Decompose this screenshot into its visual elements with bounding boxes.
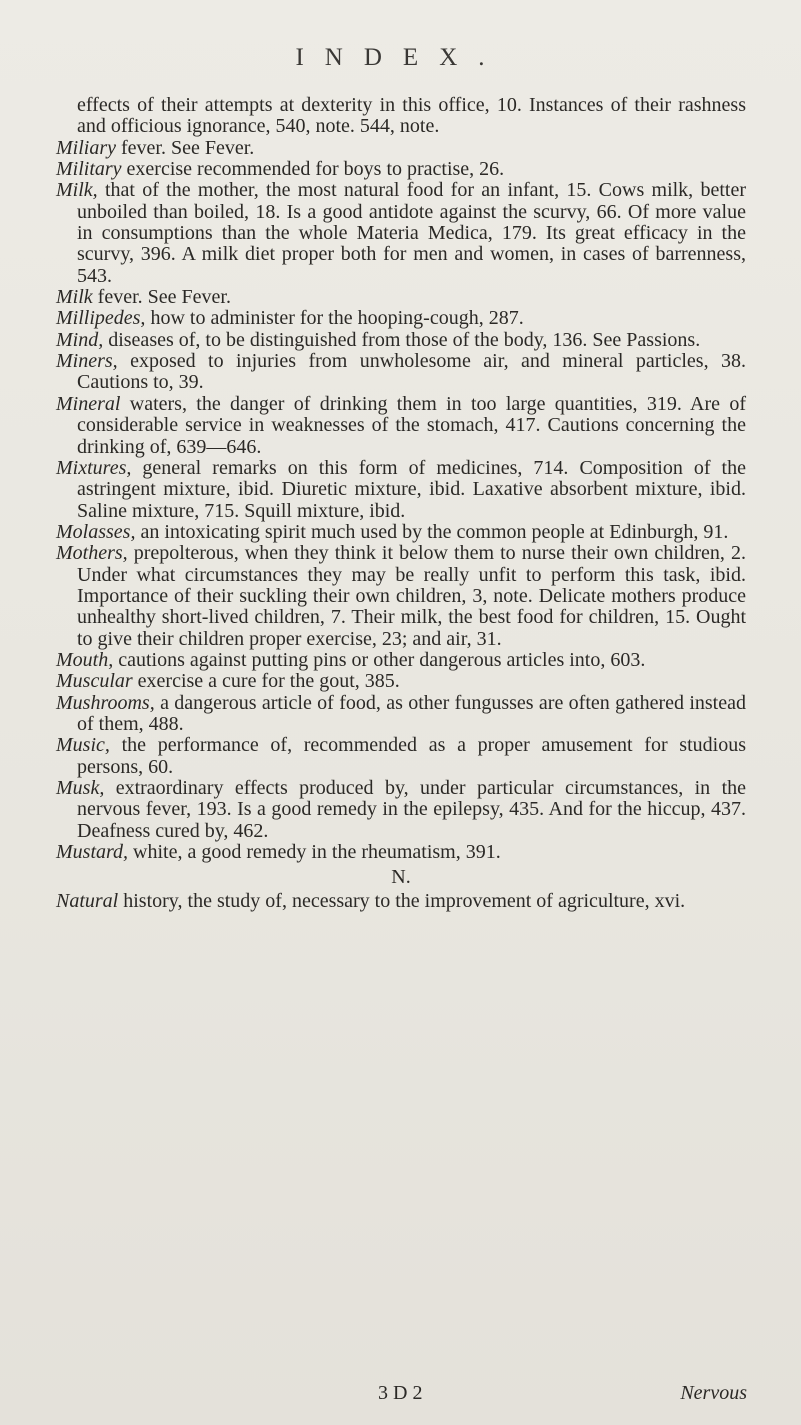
entry-text: waters, the danger of drinking them in too large quantities, 319. Are of considerable service in weaknesses of the stomach, 417. Cautions concerning the drinking of, 639—646. — [77, 392, 746, 458]
index-entry — [56, 671, 746, 692]
entry-text: a dangerous article of food, as other fungusses are often gathered instead of them, 488. — [77, 691, 746, 735]
index-entries-n — [56, 891, 746, 912]
index-body — [56, 95, 746, 912]
entry-headword: Mind, — [56, 328, 104, 351]
entry-text: the performance of, recommended as a proper amusement for studious persons, 60. — [77, 734, 746, 778]
index-entry — [56, 159, 746, 180]
entry-headword: Mothers, — [56, 542, 128, 565]
index-entry — [56, 778, 746, 842]
signature-mark: 3 D 2 — [378, 1382, 423, 1404]
entry-headword: Miners, — [56, 350, 118, 373]
index-entry — [56, 842, 746, 863]
index-entry — [56, 351, 746, 394]
index-entry — [56, 543, 746, 650]
entry-headword: Music, — [56, 734, 110, 757]
entry-headword: Molasses, — [56, 520, 136, 543]
entry-headword: Mineral — [56, 392, 121, 415]
entry-text: exercise a cure for the gout, 385. — [132, 670, 400, 693]
entry-headword: Mushrooms, — [56, 691, 155, 714]
index-entry — [56, 693, 746, 736]
entry-text: prepolterous, when they think it below them to nurse their own children, 2. Under what circumstances they may be really unfit to perform this task, ibid. Importance of their suckling their own children, 3, note. Delicate mothers produce unhealthy short-lived children, 7. Their milk, the best food for children, 15. Ought to give their children proper exercise, 23; and air, 31. — [77, 542, 746, 650]
entry-text: effects of their attempts at dexterity in this office, 10. Instances of their rashness and officious ignorance, 540, note. 544, note. — [77, 94, 746, 138]
entry-headword: Milk, — [56, 179, 98, 202]
entry-headword: Mustard, — [56, 841, 129, 864]
entry-text: that of the mother, the most natural food for an infant, 15. Cows milk, better unboiled than boiled, 18. Is a good antidote against the scurvy, 66. Of more value in consumptions than the whole Materia Medica, 179. Its great efficacy in the scurvy, 396. A milk diet proper both for men and women, in cases of barrenness, 543. — [77, 179, 746, 287]
entry-text: history, the study of, necessary to the improvement of agriculture, xvi. — [118, 889, 686, 912]
section-letter: N. — [391, 866, 411, 889]
entry-text: diseases of, to be distinguished from those of the body, 136. See Passions. — [103, 328, 701, 351]
index-entry — [56, 95, 746, 138]
index-entry — [56, 735, 746, 778]
index-entry — [56, 330, 746, 351]
catchword: Nervous — [680, 1382, 747, 1404]
index-entry — [56, 522, 746, 543]
entry-text: extraordinary effects produced by, under particular circumstances, in the nervous fever, 193. Is a good remedy in the epilepsy, 435. And for the hiccup, 437. Deafness cured by, 462. — [77, 777, 746, 842]
entry-text: how to administer for the hooping-cough, 287. — [145, 307, 524, 330]
page-footer — [0, 1382, 801, 1408]
index-entry — [56, 180, 746, 287]
index-entry — [56, 650, 746, 671]
entry-headword: Musk, — [56, 777, 105, 799]
entry-headword: Muscular — [56, 670, 133, 693]
entry-headword: Mixtures, — [56, 456, 132, 479]
entry-text: exercise recommended for boys to practise, 26. — [121, 158, 505, 181]
entry-text: an intoxicating spirit much used by the common people at Edinburgh, 91. — [135, 520, 729, 543]
entry-headword: Millipedes, — [56, 307, 146, 330]
page-header: INDEX. — [295, 44, 506, 71]
index-entry — [56, 891, 746, 912]
index-entry — [56, 394, 746, 458]
entry-headword: Mouth, — [56, 648, 114, 671]
entry-text: fever. See Fever. — [92, 286, 231, 309]
entry-headword: Natural — [56, 889, 119, 912]
index-entries-m — [56, 95, 746, 863]
entry-text: fever. See Fever. — [116, 136, 255, 159]
entry-text: general remarks on this form of medicines, 714. Composition of the astringent mixture, ibid. Diuretic mixture, ibid. Laxative absorbent mixture, ibid. Saline mixture, 715. Squill mixture, ibid. — [77, 456, 746, 522]
entry-headword: Miliary — [56, 136, 116, 159]
entry-text: exposed to injuries from unwholesome air, and mineral particles, 38. Cautions to, 39. — [77, 350, 746, 394]
index-entry — [56, 287, 746, 308]
entry-headword: Military — [56, 158, 122, 181]
entry-text: white, a good remedy in the rheumatism, 391. — [128, 841, 501, 864]
index-entry — [56, 458, 746, 522]
entry-text: cautions against putting pins or other dangerous articles into, 603. — [113, 648, 646, 671]
index-entry — [56, 138, 746, 159]
entry-headword: Milk — [56, 286, 93, 309]
index-entry — [56, 308, 746, 329]
